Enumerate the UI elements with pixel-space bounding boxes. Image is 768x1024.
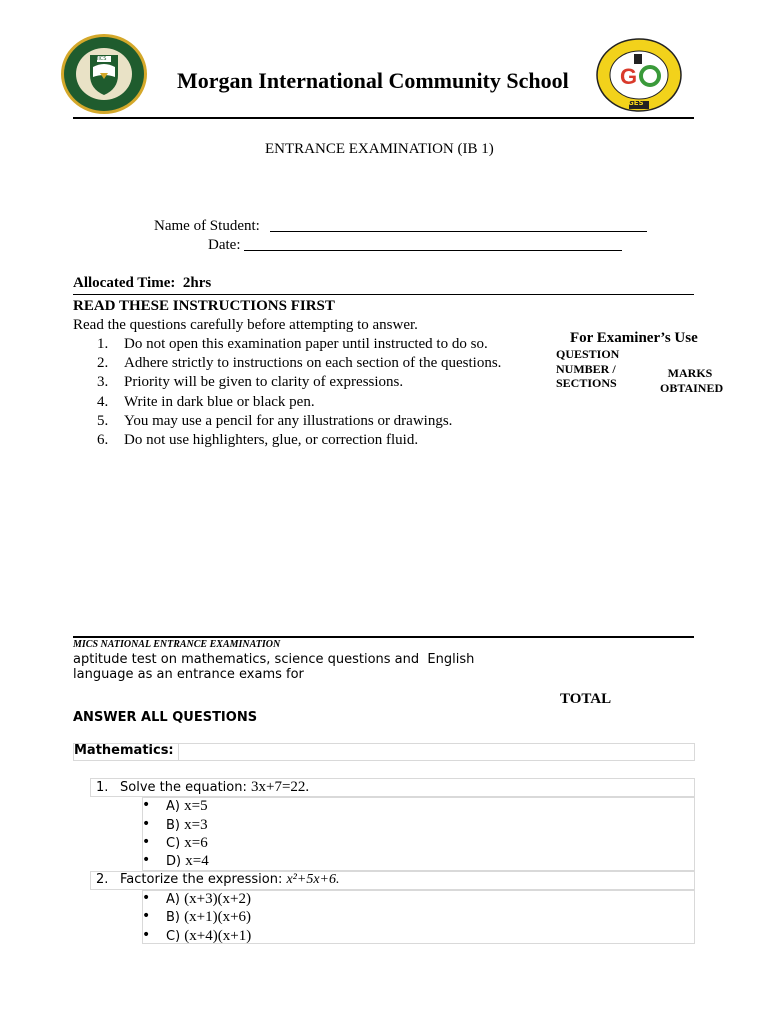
question-1: 1. Solve the equation: 3x+7=22.	[96, 779, 310, 795]
time-rule	[73, 294, 694, 295]
instruction-item: 4. Write in dark blue or black pen.	[97, 393, 315, 410]
date-field[interactable]	[244, 250, 622, 251]
header-rule	[73, 117, 694, 119]
footer-label: MICS NATIONAL ENTRANCE EXAMINATION	[73, 639, 281, 650]
ges-label: GES	[628, 99, 644, 107]
crest-label: MICS	[94, 56, 107, 62]
examiner-col-question: QUESTION NUMBER / SECTIONS	[556, 347, 620, 390]
instruction-item: 3. Priority will be given to clarity of expressions.	[97, 374, 404, 391]
date-label: Date:	[208, 237, 241, 253]
school-crest-icon	[60, 33, 148, 115]
instruction-item: 5. You may use a pencil for any illustrations or drawings.	[97, 412, 453, 429]
section-title: Mathematics:	[74, 743, 174, 758]
examiner-total: TOTAL	[560, 691, 612, 707]
name-field[interactable]	[270, 231, 647, 232]
instructions-heading: READ THESE INSTRUCTIONS FIRST	[73, 298, 335, 314]
exam-description: aptitude test on mathematics, science questions and English language as an entrance exams for	[73, 652, 475, 682]
examiner-col-marks: MARKS OBTAINED	[660, 366, 724, 395]
school-crest-logo	[60, 33, 148, 115]
svg-text:G: G	[620, 64, 638, 89]
instruction-item: 6. Do not use highlighters, glue, or correction fluid.	[97, 431, 419, 448]
instructions-intro: Read the questions carefully before attempting to answer.	[73, 317, 418, 333]
instruction-item: 1. Do not open this examination paper until instructed to do so.	[97, 336, 488, 352]
allocated-time: Allocated Time: 2hrs	[73, 275, 212, 291]
question-2: 2. Factorize the expression: x²+5x+6.	[96, 872, 340, 887]
footer-rule	[73, 636, 694, 638]
school-name: Morgan International Community School	[177, 68, 569, 93]
name-label: Name of Student:	[154, 218, 260, 234]
question-1-options-box	[142, 797, 695, 871]
answer-all-heading: ANSWER ALL QUESTIONS	[73, 710, 258, 725]
examiner-title: For Examiner’s Use	[570, 330, 698, 346]
instruction-item: 2. Adhere strictly to instructions on each section of the questions.	[97, 355, 502, 372]
exam-title: ENTRANCE EXAMINATION (IB 1)	[265, 141, 494, 157]
instructions-list	[97, 336, 537, 451]
